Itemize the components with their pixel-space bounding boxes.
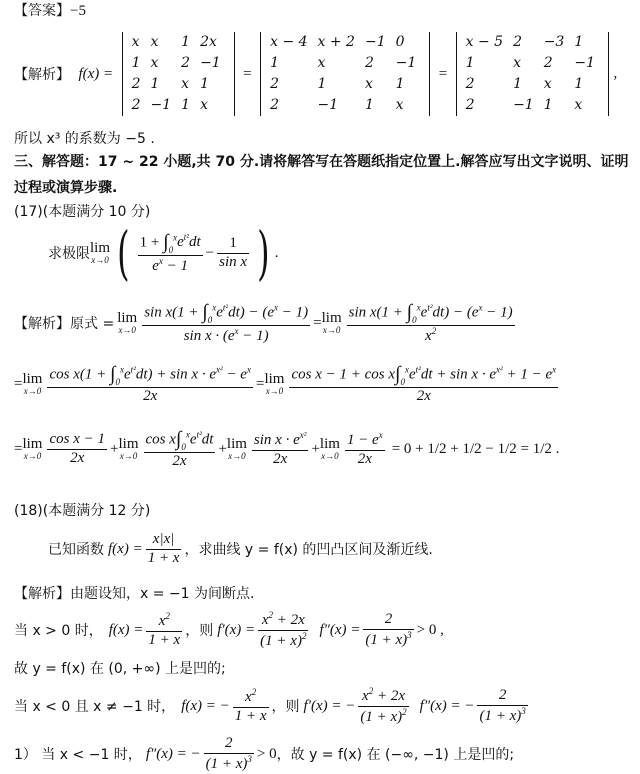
sol17-final: = 0 + 1/2 + 1/2 − 1/2 = 1/2 .	[391, 440, 560, 457]
det2-cell: x	[317, 55, 326, 71]
det1-cell: −1	[200, 55, 221, 71]
coefficient-line: 所以 x³ 的系数为 −5 .	[14, 131, 155, 147]
answer-line	[14, 0, 86, 20]
answer-value: −5	[70, 3, 86, 19]
determinant-1	[122, 32, 235, 116]
analysis-label: 【解析】	[14, 67, 70, 83]
sol17-label: 【解析】	[14, 316, 70, 332]
det1-cell: x	[181, 76, 190, 92]
sol18-sub1: 1） 当 x < −1 时， f″(x) = − $\frac{2}{(1 + x)^3}$ > 0 ，故 y = f(x) 在 (−∞, −1) 上是凹的;	[14, 735, 515, 772]
sol18-case1-conclusion: 故 y = f(x) 在 (0, +∞) 上是凹的;	[14, 661, 226, 677]
sol18-case2: 当 x < 0 且 x ≠ −1 时， f(x) = − $\frac{x^2}{1 + x}$ ，则 f′(x) = − $\frac{x^2 + 2x}{(1 + x)^2}$ f″(x) = − $\frac{2}{(1 + x)^3}$	[14, 686, 526, 725]
det2-cell: 1	[270, 55, 280, 71]
det1-cell: x	[131, 34, 140, 50]
det3-cell: 2	[543, 55, 553, 71]
det3-cell: 1	[513, 76, 522, 92]
det1-cell: −1	[150, 97, 172, 113]
det3-cell: 1	[543, 97, 553, 113]
det1-cell: 1	[150, 76, 160, 92]
det1-cell: 1	[181, 34, 191, 50]
det1-cell: 1	[200, 76, 209, 92]
det1-cell: 2	[131, 76, 141, 92]
det3-cell: 1	[574, 76, 584, 92]
det3-cell: x − 5	[465, 34, 504, 50]
det3-cell: 2	[513, 34, 522, 50]
det3-cell: −1	[574, 55, 595, 71]
det1-cell: x	[150, 55, 159, 71]
sol17-line-1: 【解析】 原式 = lim x→0 $\frac{\sin x(1 + \int_0^xe^{t^2}dt) - (e^x - 1)}{\sin x \cdot (e^x - 1)}$ = lim x→0 $\frac{\sin x(1 + \int_0^xe^{t^2}dt) - (e^x - 1)}{x^2}$	[14, 300, 513, 345]
det3-cell: −3	[543, 34, 565, 50]
det2-cell: x	[364, 76, 373, 92]
det3-cell: −1	[513, 97, 534, 113]
det2-cell: 2	[270, 97, 280, 113]
det3-cell: 2	[465, 76, 475, 92]
det2-cell: −1	[395, 55, 417, 71]
sol17-line-2: = lim x→0 $\frac{\cos x(1 + \int_0^xe^{t^2}dt) + \sin x \cdot e^{x^2} - e^x}{2x}$ = lim x→0 $\frac{\cos x - 1 + \cos x\int_0^xe^{t^2}dt + \sin x \cdot e^{x^2} + 1 - e^x}{2x}$	[14, 362, 557, 405]
det3-cell: x	[543, 76, 552, 92]
det3-cell: x	[574, 97, 583, 113]
det3-cell: 1	[574, 34, 584, 50]
det2-cell: 1	[395, 76, 405, 92]
det2-cell: 1	[364, 97, 374, 113]
det2-cell: 0	[395, 34, 405, 50]
det1-cell: 2x	[200, 34, 217, 50]
det1-cell: 1	[181, 97, 191, 113]
section3-heading: 三、解答题：17 ~ 22 小题,共 70 分.请将解答写在答题纸指定位置上.解答应写出文字说明、证明	[14, 154, 629, 170]
det1-cell: x	[200, 97, 208, 113]
q17-title: (17)(本题满分 10 分)	[14, 204, 151, 220]
section3-heading-2: 过程或演算步骤.	[14, 180, 118, 196]
determinant-line: 【解析】 f(x) = x x 1 2x 1 x 2 −1 2 1 x 1 2 −1 1 x = x − 4 x + 2 −1 0 1 x 2 −1 2 1 x 1 2 −1 1 x = x − 5 2 −3 1 1 x 2 −1 2 1 x 1 2 −1 1 x ,	[14, 32, 617, 116]
det2-cell: −1	[364, 34, 386, 50]
det1-cell: 1	[131, 55, 141, 71]
det2-cell: x − 4	[270, 34, 308, 50]
sol18-case1: 当 x > 0 时， f(x) = $\frac{x^2}{1 + x}$ ，则 f′(x) = $\frac{x^2 + 2x}{(1 + x)^2}$ f″(x) = $\frac{2}{(1 + x)^3}$ > 0 ,	[14, 610, 444, 649]
det1-cell: 2	[181, 55, 191, 71]
determinant-3	[456, 32, 609, 116]
q18-problem: 已知函数 f(x) = $\frac{x|x|}{1 + x}$ ，求曲线 y = f(x) 的凹凸区间及渐近线.	[48, 531, 433, 566]
det2-cell: x + 2	[317, 34, 355, 50]
det-lhs: f(x) =	[78, 65, 114, 82]
det2-cell: 2	[270, 76, 280, 92]
det2-cell: 2	[364, 55, 374, 71]
determinant-2	[260, 32, 430, 116]
det3-cell: x	[513, 55, 521, 71]
det3-cell: 1	[465, 55, 475, 71]
det1-cell: 2	[131, 97, 141, 113]
q17-prompt: 求极限	[48, 246, 90, 262]
sol18-intro: 【解析】由题设知，x = −1 为间断点.	[14, 586, 255, 602]
sol17-line-3: = lim x→0 $\frac{\text{cos x − 1}}{2x}$ + lim x→0 $\frac{\cos x\int_0^xe^{t^2}dt}{2x}$ + lim x→0 $\frac{\sin x \cdot e^{x^2}}{2x}$ + lim x→0 $\frac{1 - e^x}{2x}$ = 0 + 1/2 + 1/2 − 1/2 = 1/2 .	[14, 427, 560, 470]
q18-title: (18)(本题满分 12 分)	[14, 503, 151, 519]
det2-cell: 1	[317, 76, 327, 92]
det3-cell: 2	[465, 97, 475, 113]
det1-cell: x	[150, 34, 159, 50]
det2-cell: x	[395, 97, 404, 113]
det2-cell: −1	[317, 97, 339, 113]
q17-problem: 求极限 lim x→0 ( $\frac{1 + \int_0^xe^{t^2}dt}{e^x - 1}$ − $\frac{1}{\text{sin x}}$ ) .	[48, 219, 279, 287]
answer-label: 【答案】	[14, 3, 70, 19]
